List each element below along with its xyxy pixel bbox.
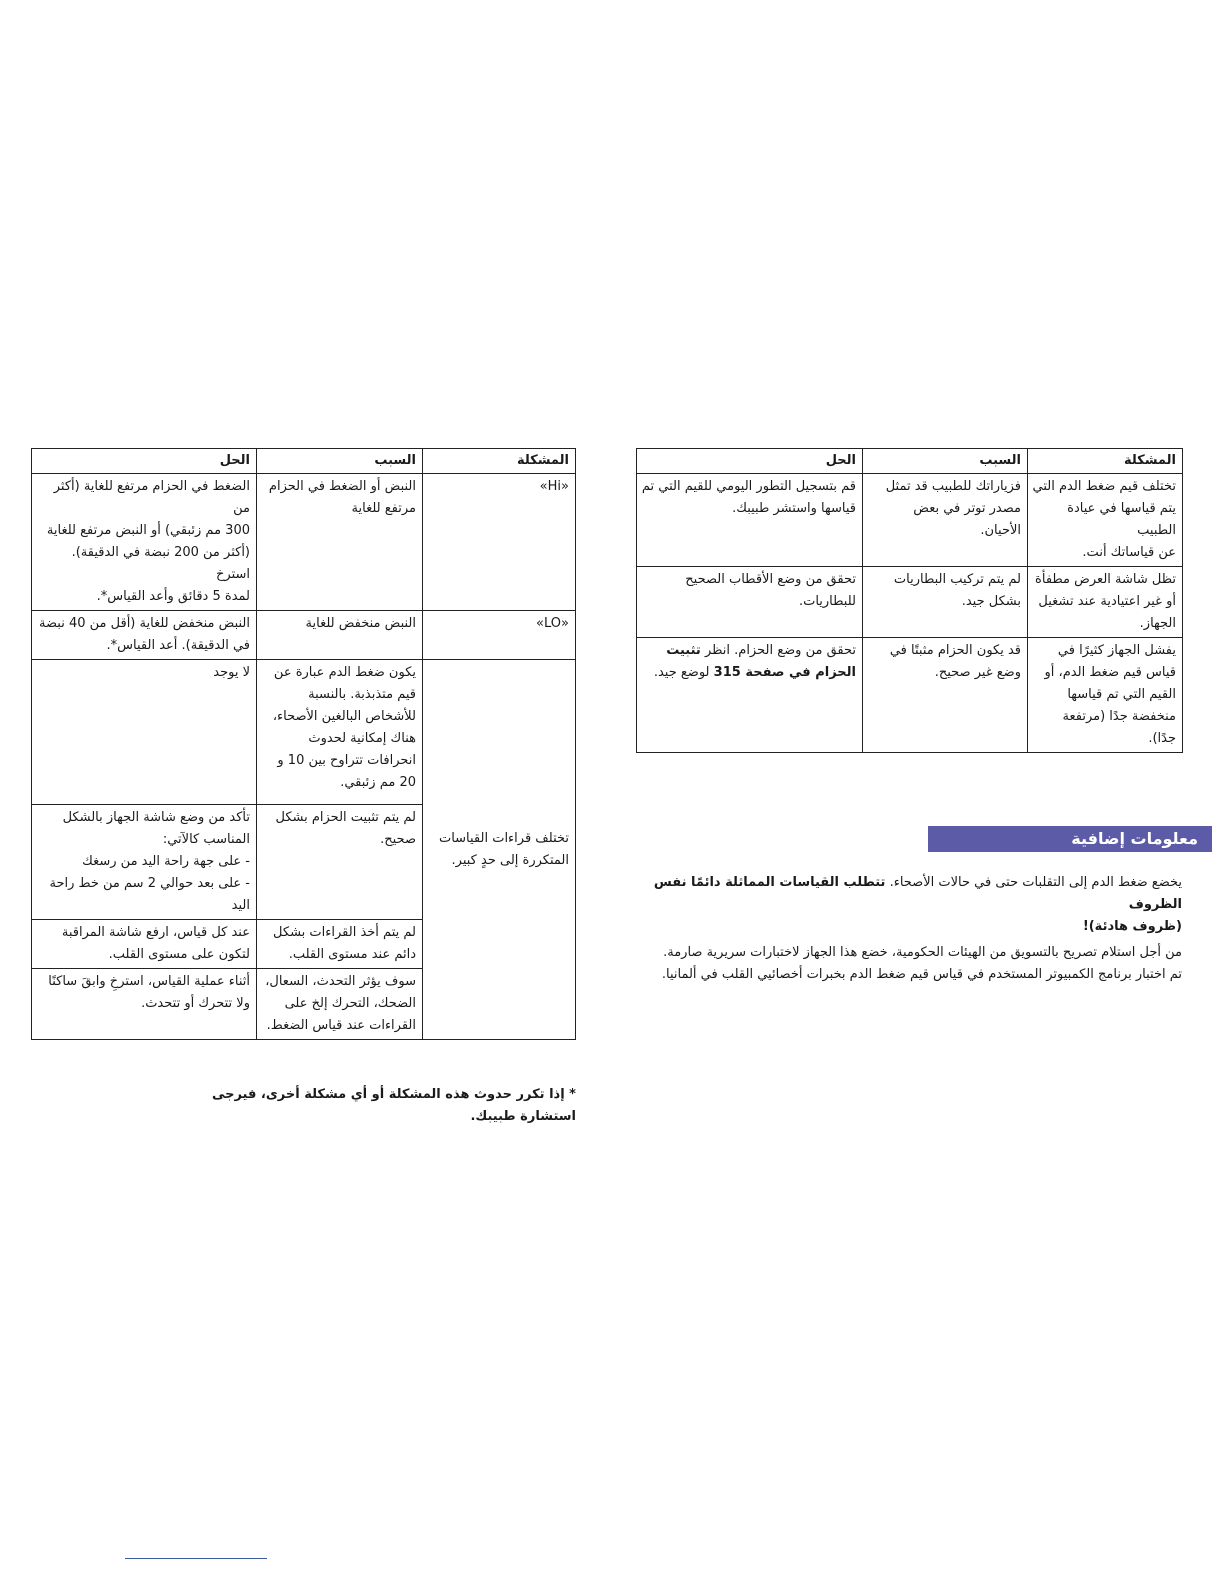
header-solution: الحل — [637, 449, 863, 474]
footnote: * إذا تكرر حدوث هذه المشكلة أو أي مشكلة أخرى، فيرجى استشارة طبيبك. — [211, 1087, 576, 1124]
info-paragraph-2: من أجل استلام تصريح بالتسويق من الهيئات الحكومية، خضع هذا الجهاز لاختبارات سريرية صارمة. تم اختبار برنامج الكمبيوتر المستخدم في قياس قيم ضغط الدم بخبرات أخصائيي القلب في ألمانيا. — [661, 945, 1182, 982]
solution-cell: النبض منخفض للغاية (أقل من 40 نبضة في الدقيقة). أعد القياس*. — [32, 611, 257, 660]
cause-cell: لم يتم أخذ القراءات بشكل دائم عند مستوى القلب. — [257, 920, 423, 969]
problem-cell: «Hi» — [423, 474, 576, 611]
section-heading-additional-info — [928, 826, 1212, 852]
header-cause: السبب — [863, 449, 1028, 474]
cause-cell: النبض أو الضغط في الحزام مرتفع للغاية — [257, 474, 423, 611]
problem-cell: تختلف قراءات القياسات المتكررة إلى حدٍ كبير. — [423, 660, 576, 1040]
table-header-row — [637, 449, 1183, 474]
cause-cell: قد يكون الحزام مثبتًا في وضع غير صحيح. — [863, 638, 1028, 753]
cause-cell: النبض منخفض للغاية — [257, 611, 423, 660]
info-paragraph-1 — [636, 872, 1182, 938]
table-header-row — [32, 449, 576, 474]
info-p1-emphasis: تتطلب القياسات المماثلة دائمًا نفس الظروف (ظروف هادئة)! — [653, 875, 1182, 934]
problem-cell: تظل شاشة العرض مطفأة أو غير اعتيادية عند تشغيل الجهاز. — [1028, 567, 1183, 638]
cause-cell: سوف يؤثر التحدث، السعال، الضحك، التحرك إلخ على القراءات عند قياس الضغط. — [257, 969, 423, 1040]
solution-text-end: لوضع جيد. — [653, 665, 714, 680]
problem-cell: «LO» — [423, 611, 576, 660]
header-problem: المشكلة — [423, 449, 576, 474]
table-row — [32, 474, 576, 611]
additional-info-text — [636, 872, 1182, 990]
table-row — [32, 611, 576, 660]
problem-cell: تختلف قيم ضغط الدم التي يتم قياسها في عيادة الطبيب عن قياساتك أنت. — [1028, 474, 1183, 567]
cause-cell: يكون ضغط الدم عبارة عن قيم متذبذبة. بالنسبة للأشخاص البالغين الأصحاء، هناك إمكانية لحدوث انحرافات تتراوح بين 10 و 20 مم زئبقي. — [257, 660, 423, 805]
info-p1-text: يخضع ضغط الدم إلى التقلبات حتى في حالات الأصحاء. — [885, 875, 1182, 890]
solution-text: تحقق من وضع الحزام. انظر — [700, 643, 856, 658]
solution-cell: لا يوجد — [32, 660, 257, 805]
header-cause: السبب — [257, 449, 423, 474]
header-solution: الحل — [32, 449, 257, 474]
table-row — [637, 638, 1183, 753]
troubleshooting-table-right — [636, 448, 1183, 753]
troubleshooting-table-left — [31, 448, 576, 1040]
solution-cell: أثناء عملية القياس، استرخِ وابقَ ساكنًا ولا تتحرك أو تتحدث. — [32, 969, 257, 1040]
problem-cell: يفشل الجهاز كثيرًا في قياس قيم ضغط الدم، أو القيم التي تم قياسها منخفضة جدًا (مرتفعة جدًا). — [1028, 638, 1183, 753]
table-row — [32, 660, 576, 805]
solution-cell: عند كل قياس، ارفع شاشة المراقبة لتكون على مستوى القلب. — [32, 920, 257, 969]
solution-cell: الضغط في الحزام مرتفع للغاية (أكثر من 300 مم زئبقي) أو النبض مرتفع للغاية (أكثر من 200 نبضة في الدقيقة). استرخ لمدة 5 دقائق وأعد القياس*. — [32, 474, 257, 611]
section-heading-text: معلومات إضافية — [1071, 829, 1198, 848]
cause-cell: لم يتم تثبيت الحزام بشكل صحيح. — [257, 805, 423, 920]
bottom-divider-line — [125, 1558, 267, 1559]
solution-cell: تحقق من وضع الأقطاب الصحيح للبطاريات. — [637, 567, 863, 638]
solution-cell: تأكد من وضع شاشة الجهاز بالشكل المناسب كالآتي: - على جهة راحة اليد من رسغك - على بعد حوالي 2 سم من خط راحة اليد — [32, 805, 257, 920]
solution-cell: قم بتسجيل التطور اليومي للقيم التي تم قياسها واستشر طبيبك. — [637, 474, 863, 567]
solution-cell — [637, 638, 863, 753]
table-row — [637, 567, 1183, 638]
cause-cell: لم يتم تركيب البطاريات بشكل جيد. — [863, 567, 1028, 638]
table-row — [637, 474, 1183, 567]
cuff-reference-link: تثبيت الحزام في صفحة 315 — [666, 643, 856, 680]
cause-cell: فزياراتك للطبيب قد تمثل مصدر توتر في بعض الأحيان. — [863, 474, 1028, 567]
header-problem: المشكلة — [1028, 449, 1183, 474]
